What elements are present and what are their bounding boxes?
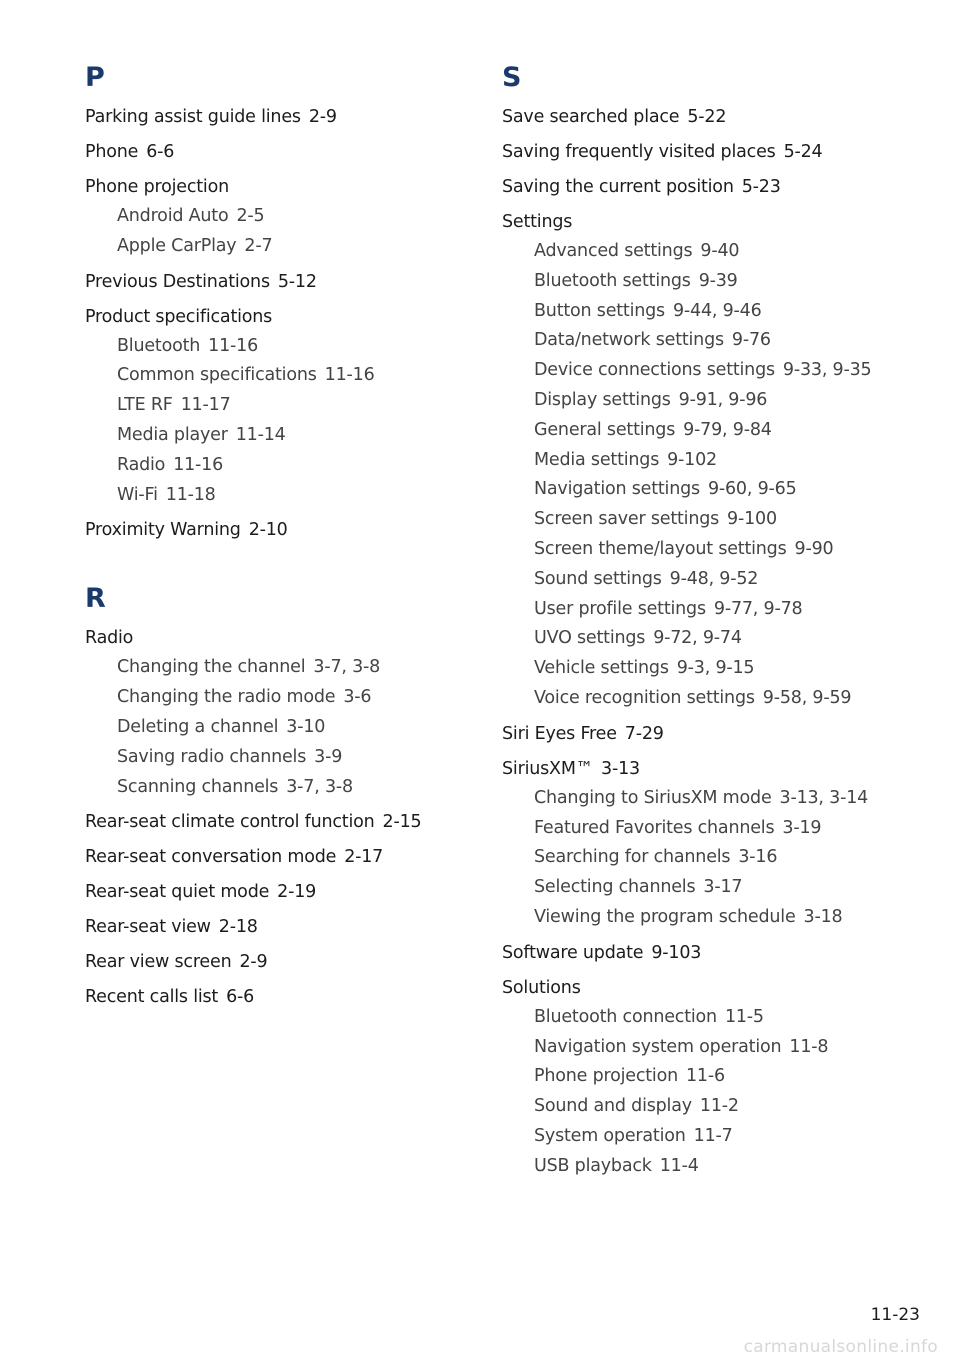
index-entry <box>85 807 465 837</box>
index-subentry <box>502 505 922 535</box>
index-subterm: Voice recognition settings <box>534 687 755 708</box>
index-subterm: Navigation settings <box>534 479 700 500</box>
index-subterm: System operation <box>534 1125 686 1146</box>
index-term: Proximity Warning <box>85 520 241 541</box>
index-term: Rear-seat quiet mode <box>85 882 270 903</box>
index-page-ref: 3-10 <box>286 716 326 737</box>
index-subterm: Vehicle settings <box>534 658 669 679</box>
index-page-ref: 3-6 <box>343 687 372 708</box>
index-subterm: Changing to SiriusXM mode <box>534 787 772 808</box>
index-entry <box>502 973 922 1003</box>
index-term: Solutions <box>502 977 581 998</box>
index-subterm: General settings <box>534 419 676 440</box>
index-page-ref: 3-7, 3-8 <box>313 657 381 678</box>
index-subterm: Searching for channels <box>534 847 731 868</box>
index-subentry <box>85 683 465 713</box>
index-page-ref: 2-19 <box>277 882 317 903</box>
index-term: Rear-seat climate control function <box>85 812 375 833</box>
index-subentry <box>502 654 922 684</box>
index-subentry <box>502 684 922 714</box>
index-subentry <box>85 451 465 481</box>
index-subentries <box>85 332 465 511</box>
index-page-ref: 5-22 <box>687 107 727 127</box>
index-page-ref: 9-91, 9-96 <box>678 389 768 410</box>
index-page-ref: 3-18 <box>803 906 843 927</box>
index-term: Rear view screen <box>85 952 232 973</box>
index-subentries <box>85 653 465 802</box>
index-subterm: UVO settings <box>534 628 646 649</box>
index-page-ref: 9-44, 9-46 <box>672 300 762 321</box>
index-subentry <box>85 332 465 362</box>
index-subterm: Viewing the program schedule <box>534 906 796 927</box>
index-column-left <box>85 58 465 1017</box>
index-subterm: Sound settings <box>534 568 662 589</box>
index-page-ref: 9-77, 9-78 <box>713 598 803 619</box>
index-subterm: Bluetooth settings <box>534 270 691 291</box>
index-page-ref: 9-103 <box>651 942 702 963</box>
index-subterm: Radio <box>117 454 166 475</box>
index-subterm: Apple CarPlay <box>117 235 237 256</box>
index-page-ref: 3-9 <box>314 746 343 767</box>
index-entry <box>85 623 465 653</box>
index-page-ref: 9-39 <box>698 270 738 291</box>
index-page-ref: 11-17 <box>180 395 231 416</box>
index-page-ref: 9-3, 9-15 <box>676 658 755 679</box>
index-subterm: Wi-Fi <box>117 484 158 505</box>
index-subentries <box>502 1003 922 1182</box>
index-subterm: LTE RF <box>117 395 173 416</box>
index-entry <box>85 302 465 332</box>
index-page-ref: 9-58, 9-59 <box>762 687 852 708</box>
index-entry <box>85 172 465 202</box>
index-page-ref: 9-90 <box>794 538 834 559</box>
index-entry <box>85 947 465 977</box>
index-subterm: Sound and display <box>534 1096 692 1117</box>
index-subentry <box>502 814 922 844</box>
index-subterm: Advanced settings <box>534 241 693 261</box>
index-page-ref: 2-9 <box>239 952 268 973</box>
index-term: Settings <box>502 212 573 232</box>
index-subentries <box>502 237 922 714</box>
index-page-ref: 3-16 <box>738 847 778 868</box>
index-subentry <box>85 361 465 391</box>
index-subentry <box>85 773 465 803</box>
index-section <box>502 58 922 1182</box>
section-letter: R <box>85 583 106 615</box>
index-page-ref: 5-12 <box>277 271 317 292</box>
index-subterm: Common specifications <box>117 365 317 386</box>
index-page-ref: 11-14 <box>235 424 286 445</box>
page-number: 11-23 <box>870 1305 920 1325</box>
index-subterm: Media player <box>117 424 228 445</box>
index-page-ref: 11-16 <box>208 335 259 356</box>
index-subentry <box>502 1152 922 1182</box>
index-subterm: Selecting channels <box>534 877 696 898</box>
index-term: SiriusXM™ <box>502 758 594 779</box>
section-letter: S <box>502 62 522 93</box>
index-entry <box>85 842 465 872</box>
index-subentry <box>502 595 922 625</box>
index-page-ref: 2-18 <box>218 917 258 938</box>
watermark: carmanualsonline.info <box>743 1337 938 1357</box>
index-term: Save searched place <box>502 107 680 127</box>
index-subterm: USB playback <box>534 1155 652 1176</box>
index-term: Previous Destinations <box>85 271 270 292</box>
index-term: Rear-seat view <box>85 917 211 938</box>
index-term: Product specifications <box>85 306 273 327</box>
index-subentry <box>502 873 922 903</box>
index-page-ref: 6-6 <box>146 142 175 162</box>
index-subterm: Device connections settings <box>534 360 775 381</box>
index-subentry <box>502 446 922 476</box>
index-subentry <box>502 386 922 416</box>
index-subentry <box>502 784 922 814</box>
index-page-ref: 2-10 <box>248 520 288 541</box>
index-subterm: Navigation system operation <box>534 1036 782 1057</box>
index-subentry <box>502 1003 922 1033</box>
index-subentry <box>85 653 465 683</box>
index-subentry <box>85 743 465 773</box>
index-subterm: Screen theme/layout settings <box>534 538 787 559</box>
index-page-ref: 11-4 <box>659 1155 699 1176</box>
index-subentry <box>85 713 465 743</box>
index-subterm: Android Auto <box>117 206 229 226</box>
index-subentry <box>502 475 922 505</box>
index-page-ref: 2-17 <box>344 847 384 868</box>
index-entry <box>85 137 465 167</box>
index-page-ref: 9-33, 9-35 <box>782 360 872 381</box>
index-entry <box>502 938 922 968</box>
index-subentry <box>502 1092 922 1122</box>
index-subentry <box>85 232 465 262</box>
index-page-ref: 9-60, 9-65 <box>707 479 797 500</box>
index-subentry <box>502 843 922 873</box>
index-subentry <box>85 391 465 421</box>
index-subentry <box>502 535 922 565</box>
index-term: Software update <box>502 942 644 963</box>
index-page-ref: 11-2 <box>699 1096 739 1117</box>
index-subterm: Display settings <box>534 389 671 410</box>
index-subterm: Deleting a channel <box>117 716 279 737</box>
index-subterm: Screen saver settings <box>534 509 720 530</box>
index-subentry <box>85 202 465 232</box>
index-page-ref: 11-18 <box>165 484 216 505</box>
index-subentry <box>502 1122 922 1152</box>
index-term: Rear-seat conversation mode <box>85 847 337 868</box>
index-page-ref: 2-7 <box>244 235 273 256</box>
index-page-ref: 11-8 <box>789 1036 829 1057</box>
index-page-ref: 11-16 <box>324 365 375 386</box>
index-page-ref: 9-100 <box>727 509 777 530</box>
index-entry <box>85 912 465 942</box>
index-term: Recent calls list <box>85 987 219 1008</box>
index-page-ref: 9-48, 9-52 <box>669 568 759 589</box>
index-entry <box>502 102 922 132</box>
index-subterm: Saving radio channels <box>117 746 307 767</box>
index-entry <box>502 172 922 202</box>
section-letter: P <box>85 62 105 93</box>
index-term: Parking assist guide lines <box>85 107 301 127</box>
index-subterm: Button settings <box>534 300 665 321</box>
index-subterm: Scanning channels <box>117 776 279 797</box>
index-subentry <box>502 267 922 297</box>
index-page-ref: 11-16 <box>173 454 224 475</box>
index-subentry <box>502 416 922 446</box>
index-term: Phone <box>85 142 139 162</box>
index-page-ref: 3-17 <box>703 877 743 898</box>
index-entry <box>85 102 465 132</box>
index-column-right <box>502 58 922 1187</box>
index-subentry <box>502 624 922 654</box>
index-page-ref: 9-79, 9-84 <box>683 419 772 440</box>
index-page-ref: 3-19 <box>782 817 822 838</box>
index-subentries <box>85 202 465 262</box>
index-page-ref: 11-7 <box>693 1125 733 1146</box>
index-page-ref: 3-13, 3-14 <box>779 787 869 808</box>
index-subentry <box>502 565 922 595</box>
index-term: Phone projection <box>85 177 229 197</box>
index-page-ref: 3-13 <box>601 758 640 779</box>
index-subentry <box>502 1033 922 1063</box>
index-subterm: Bluetooth <box>117 335 201 356</box>
index-subentry <box>85 421 465 451</box>
index-page-ref: 3-7, 3-8 <box>286 776 353 797</box>
index-section <box>85 579 465 1012</box>
index-subentry <box>502 237 922 267</box>
index-subterm: Bluetooth connection <box>534 1006 717 1027</box>
index-subentry <box>502 326 922 356</box>
index-subentry <box>502 903 922 933</box>
index-page-ref: 2-9 <box>308 107 337 127</box>
index-term: Saving the current position <box>502 177 734 197</box>
index-page-ref: 5-24 <box>783 142 823 162</box>
index-subterm: Featured Favorites channels <box>534 817 775 838</box>
index-section <box>85 58 465 545</box>
index-subterm: Changing the channel <box>117 657 306 678</box>
index-subentry <box>502 1062 922 1092</box>
index-page-ref: 11-5 <box>724 1006 764 1027</box>
index-page-ref: 7-29 <box>624 723 664 744</box>
index-entry <box>85 982 465 1012</box>
index-entry <box>85 267 465 297</box>
index-subterm: User profile settings <box>534 598 706 619</box>
index-page-ref: 9-40 <box>700 241 740 261</box>
index-entry <box>502 137 922 167</box>
index-subterm: Media settings <box>534 449 660 470</box>
index-page-ref: 6-6 <box>226 987 255 1008</box>
index-page-ref: 9-102 <box>667 449 717 470</box>
index-page-ref: 11-6 <box>685 1066 725 1087</box>
index-entry <box>85 877 465 907</box>
index-term: Radio <box>85 628 134 649</box>
index-subentry <box>502 356 922 386</box>
index-term: Siri Eyes Free <box>502 723 617 744</box>
index-subentries <box>502 784 922 933</box>
index-entry <box>502 207 922 237</box>
index-subentry <box>502 297 922 327</box>
index-page-ref: 2-5 <box>236 206 265 226</box>
index-entry <box>502 719 922 749</box>
index-subentry <box>85 481 465 511</box>
index-term: Saving frequently visited places <box>502 142 776 162</box>
index-page-ref: 9-72, 9-74 <box>653 628 742 649</box>
index-subterm: Data/network settings <box>534 330 724 351</box>
index-subterm: Phone projection <box>534 1066 678 1087</box>
index-subterm: Changing the radio mode <box>117 687 336 708</box>
index-page-ref: 2-15 <box>382 812 422 833</box>
index-entry <box>502 754 922 784</box>
index-page-ref: 5-23 <box>741 177 781 197</box>
index-page-ref: 9-76 <box>731 330 771 351</box>
index-entry <box>85 515 465 545</box>
